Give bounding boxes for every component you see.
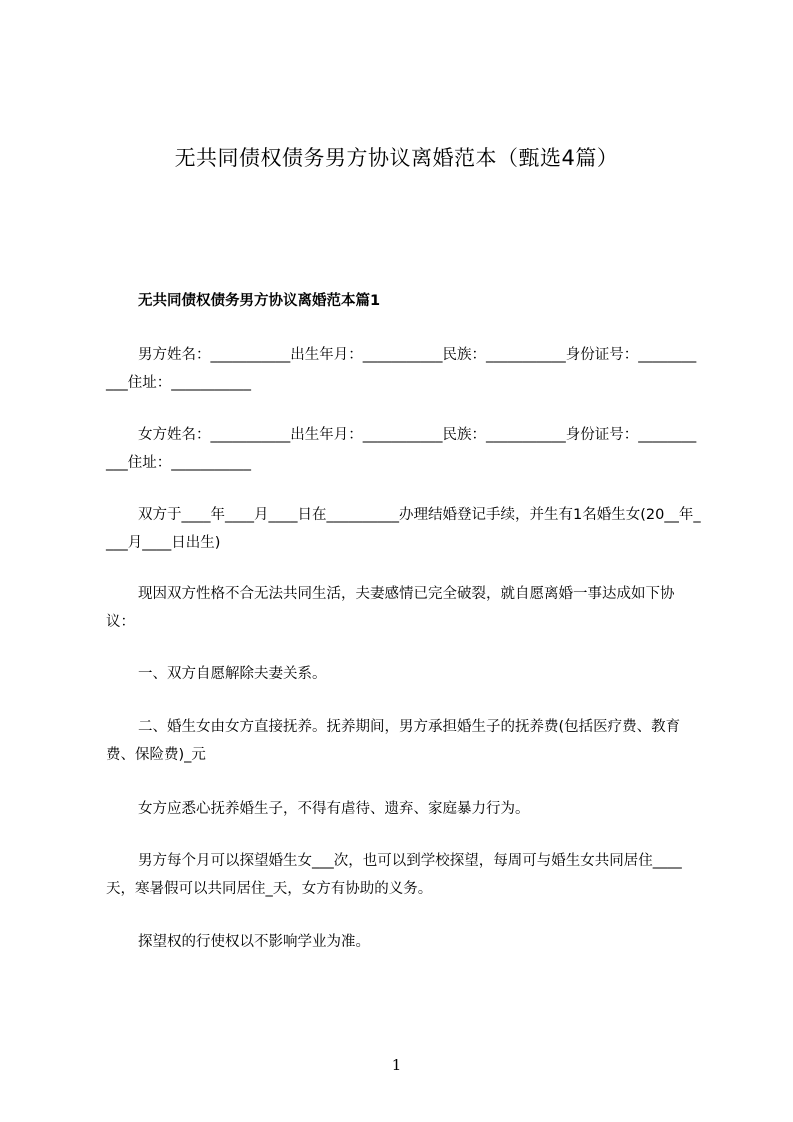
section-heading: 无共同债权债务男方协议离婚范本篇1 [138,293,381,309]
female-info-paragraph: 女方姓名：___________出生年月：___________民族：___________身份证号：___________住址：___________ [106,427,697,471]
marriage-registration-paragraph: 双方于____年____月____日在__________办理结婚登记手续，并生有1名婚生女(20__年____月____日出生) [106,507,701,551]
document-title: 无共同债权债务男方协议离婚范本（甄选4篇） [174,146,619,170]
agreement-intro-paragraph: 现因双方性格不合无法共同生活，夫妻感情已完全破裂，就自愿离婚一事达成如下协议： [106,586,675,630]
visitation-limit-paragraph: 探望权的行使权以不影响学业为准。 [138,934,370,950]
clause-one-paragraph: 一、双方自愿解除夫妻关系。 [138,666,327,682]
visitation-paragraph: 男方每个月可以探望婚生女___次，也可以到学校探望，每周可与婚生女共同居住____天，寒暑假可以共同居住_天，女方有协助的义务。 [106,853,682,897]
custody-duty-paragraph: 女方应悉心抚养婚生子，不得有虐待、遗弃、家庭暴力行为。 [138,801,530,817]
clause-two-paragraph: 二、婚生女由女方直接抚养。抚养期间，男方承担婚生子的抚养费(包括医疗费、教育费、保险费)_元 [106,719,681,763]
page-number: 1 [391,1056,402,1074]
male-info-paragraph: 男方姓名：___________出生年月：___________民族：___________身份证号：___________住址：___________ [106,347,697,391]
